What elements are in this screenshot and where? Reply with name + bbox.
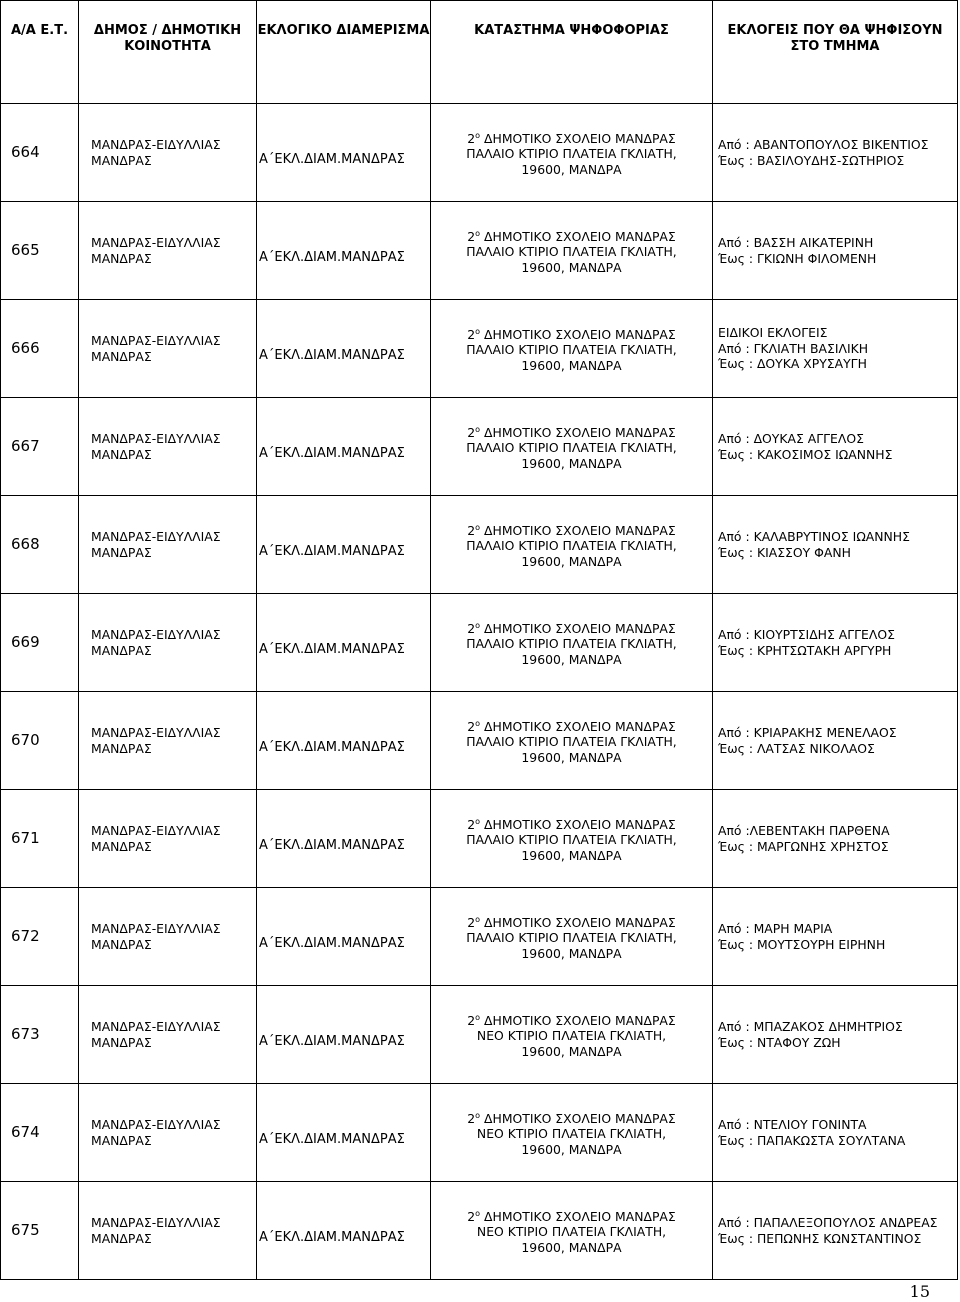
- municipality-name: ΜΑΝΔΡΑΣ-ΕΙΔΥΛΛΙΑΣ: [91, 235, 221, 250]
- voters-cell: [713, 1182, 958, 1280]
- department-cell: [257, 1182, 431, 1280]
- table-row: [1, 986, 958, 1084]
- store-name: ΔΗΜΟΤΙΚΟ ΣΧΟΛΕΙΟ ΜΑΝΔΡΑΣ: [484, 718, 676, 734]
- department-cell: [257, 888, 431, 986]
- store-line-3: 19600, ΜΑΝΔΡΑ: [521, 1239, 622, 1255]
- store-line-3: 19600, ΜΑΝΔΡΑ: [521, 259, 622, 275]
- department-cell: [257, 398, 431, 496]
- department-cell: [257, 300, 431, 398]
- row-number: [1, 300, 79, 398]
- municipality-cell: [79, 398, 257, 496]
- community-name: ΜΑΝΔΡΑΣ: [91, 544, 152, 560]
- ordinal-suffix: ο: [475, 1012, 481, 1022]
- store-line-3: 19600, ΜΑΝΔΡΑ: [521, 161, 622, 177]
- voters-cell: [713, 790, 958, 888]
- ordinal-number: 2: [467, 620, 476, 636]
- department-cell: [257, 790, 431, 888]
- department-name: Α΄ΕΚΛ.ΔΙΑΜ.ΜΑΝΔΡΑΣ: [259, 151, 405, 167]
- table-row: [1, 1182, 958, 1280]
- table-row: [1, 104, 958, 202]
- ordinal-number: 2: [467, 130, 476, 146]
- store-line-2: ΠΑΛΑΙΟ ΚΤΙΡΙΟ ΠΛΑΤΕΙΑ ΓΚΛΙΑΤΗ,: [466, 440, 677, 456]
- store-line-2: ΠΑΛΑΙΟ ΚΤΙΡΙΟ ΠΛΑΤΕΙΑ ΓΚΛΙΑΤΗ,: [466, 342, 677, 358]
- store-cell: [431, 496, 713, 594]
- voters-line-2: Έως : ΜΑΡΓΩΝΗΣ ΧΡΗΣΤΟΣ: [718, 838, 889, 854]
- store-line-2: ΠΑΛΑΙΟ ΚΤΙΡΙΟ ΠΛΑΤΕΙΑ ΓΚΛΙΑΤΗ,: [466, 538, 677, 554]
- voters-cell: [713, 496, 958, 594]
- voters-line-3: Έως : ΔΟΥΚΑ ΧΡΥΣΑΥΓΗ: [718, 356, 867, 372]
- store-line-3: 19600, ΜΑΝΔΡΑ: [521, 455, 622, 471]
- voters-line-1: Από : ΜΑΡΗ ΜΑΡΙΑ: [718, 921, 833, 936]
- row-number-text: 665: [11, 240, 40, 259]
- header-voters: ΕΚΛΟΓΕΙΣ ΠΟΥ ΘΑ ΨΗΦΙΣΟΥΝ ΣΤΟ ΤΜΗΜΑ: [713, 1, 958, 104]
- ordinal-suffix: ο: [475, 424, 481, 434]
- page-number: 15: [909, 1282, 930, 1301]
- municipality-cell: [79, 888, 257, 986]
- store-line-1: [431, 128, 712, 147]
- voters-line-2: Έως : ΠΑΠΑΚΩΣΤΑ ΣΟΥΛΤΑΝΑ: [718, 1132, 906, 1148]
- store-line-1: [431, 1010, 712, 1029]
- store-line-1: [431, 226, 712, 245]
- store-line-2: ΠΑΛΑΙΟ ΚΤΙΡΙΟ ΠΛΑΤΕΙΑ ΓΚΛΙΑΤΗ,: [466, 832, 677, 848]
- table-row: [1, 202, 958, 300]
- store-name: ΔΗΜΟΤΙΚΟ ΣΧΟΛΕΙΟ ΜΑΝΔΡΑΣ: [484, 1012, 676, 1028]
- store-line-3: 19600, ΜΑΝΔΡΑ: [521, 1141, 622, 1157]
- ordinal-number: 2: [467, 718, 476, 734]
- voters-cell: [713, 986, 958, 1084]
- store-name: ΔΗΜΟΤΙΚΟ ΣΧΟΛΕΙΟ ΜΑΝΔΡΑΣ: [484, 1110, 676, 1126]
- header-department: ΕΚΛΟΓΙΚΟ ΔΙΑΜΕΡΙΣΜΑ: [257, 1, 431, 104]
- voters-line-2: Έως : ΒΑΣΙΛΟΥΔΗΣ-ΣΩΤΗΡΙΟΣ: [718, 152, 905, 168]
- voters-line-2: Έως : ΜΟΥΤΣΟΥΡΗ ΕΙΡΗΝΗ: [718, 936, 886, 952]
- municipality-cell: [79, 1084, 257, 1182]
- table-row: [1, 300, 958, 398]
- store-name: ΔΗΜΟΤΙΚΟ ΣΧΟΛΕΙΟ ΜΑΝΔΡΑΣ: [484, 816, 676, 832]
- row-number: [1, 790, 79, 888]
- store-name: ΔΗΜΟΤΙΚΟ ΣΧΟΛΕΙΟ ΜΑΝΔΡΑΣ: [484, 424, 676, 440]
- community-name: ΜΑΝΔΡΑΣ: [91, 740, 152, 756]
- department-cell: [257, 496, 431, 594]
- department-name: Α΄ΕΚΛ.ΔΙΑΜ.ΜΑΝΔΡΑΣ: [259, 1229, 405, 1245]
- row-number-text: 671: [11, 828, 40, 847]
- voters-line-2: Από : ΓΚΛΙΑΤΗ ΒΑΣΙΛΙΚΗ: [718, 340, 869, 356]
- ordinal-suffix: ο: [475, 522, 481, 532]
- store-line-2: ΠΑΛΑΙΟ ΚΤΙΡΙΟ ΠΛΑΤΕΙΑ ΓΚΛΙΑΤΗ,: [466, 636, 677, 652]
- store-cell: [431, 594, 713, 692]
- municipality-cell: [79, 300, 257, 398]
- voters-line-1: Από : ΚΡΙΑΡΑΚΗΣ ΜΕΝΕΛΑΟΣ: [718, 725, 897, 740]
- community-name: ΜΑΝΔΡΑΣ: [91, 348, 152, 364]
- store-line-2: ΠΑΛΑΙΟ ΚΤΙΡΙΟ ΠΛΑΤΕΙΑ ΓΚΛΙΑΤΗ,: [466, 734, 677, 750]
- voters-line-1: Από : ΝΤΕΛΙΟΥ ΓΟΝΙΝΤΑ: [718, 1117, 867, 1132]
- department-name: Α΄ΕΚΛ.ΔΙΑΜ.ΜΑΝΔΡΑΣ: [259, 249, 405, 265]
- ordinal-suffix: ο: [475, 914, 481, 924]
- ordinal-suffix: ο: [475, 1208, 481, 1218]
- department-name: Α΄ΕΚΛ.ΔΙΑΜ.ΜΑΝΔΡΑΣ: [259, 641, 405, 657]
- municipality-cell: [79, 1182, 257, 1280]
- voters-cell: [713, 1084, 958, 1182]
- voters-line-1: Από : ΑΒΑΝΤΟΠΟΥΛΟΣ ΒΙΚΕΝΤΙΟΣ: [718, 137, 929, 152]
- row-number-text: 670: [11, 730, 40, 749]
- store-line-3: 19600, ΜΑΝΔΡΑ: [521, 553, 622, 569]
- department-name: Α΄ΕΚΛ.ΔΙΑΜ.ΜΑΝΔΡΑΣ: [259, 935, 405, 951]
- row-number: [1, 594, 79, 692]
- department-name: Α΄ΕΚΛ.ΔΙΑΜ.ΜΑΝΔΡΑΣ: [259, 837, 405, 853]
- voters-line-1: Από :ΛΕΒΕΝΤΑΚΗ ΠΑΡΘΕΝΑ: [718, 823, 890, 838]
- voters-cell: [713, 692, 958, 790]
- store-cell: [431, 398, 713, 496]
- store-line-1: [431, 422, 712, 441]
- store-cell: [431, 104, 713, 202]
- voters-line-1: ΕΙΔΙΚΟΙ ΕΚΛΟΓΕΙΣ: [718, 325, 828, 341]
- department-cell: [257, 692, 431, 790]
- voters-line-2: Έως : ΚΡΗΤΣΩΤΑΚΗ ΑΡΓΥΡΗ: [718, 642, 892, 658]
- voters-cell: [713, 104, 958, 202]
- community-name: ΜΑΝΔΡΑΣ: [91, 152, 152, 168]
- department-cell: [257, 104, 431, 202]
- voters-cell: [713, 398, 958, 496]
- store-line-3: 19600, ΜΑΝΔΡΑ: [521, 357, 622, 373]
- table-header: [1, 1, 958, 104]
- store-cell: [431, 692, 713, 790]
- department-name: Α΄ΕΚΛ.ΔΙΑΜ.ΜΑΝΔΡΑΣ: [259, 347, 405, 363]
- ordinal-number: 2: [467, 1110, 476, 1126]
- store-name: ΔΗΜΟΤΙΚΟ ΣΧΟΛΕΙΟ ΜΑΝΔΡΑΣ: [484, 620, 676, 636]
- header-store: ΚΑΤΑΣΤΗΜΑ ΨΗΦΟΦΟΡΙΑΣ: [431, 1, 713, 104]
- store-cell: [431, 790, 713, 888]
- municipality-cell: [79, 986, 257, 1084]
- store-cell: [431, 202, 713, 300]
- department-cell: [257, 1084, 431, 1182]
- department-cell: [257, 202, 431, 300]
- row-number: [1, 496, 79, 594]
- voters-line-2: Έως : ΚΙΑΣΣΟΥ ΦΑΝΗ: [718, 544, 851, 560]
- voters-line-1: Από : ΚΙΟΥΡΤΣΙΔΗΣ ΑΓΓΕΛΟΣ: [718, 627, 895, 642]
- community-name: ΜΑΝΔΡΑΣ: [91, 1132, 152, 1148]
- ordinal-number: 2: [467, 424, 476, 440]
- table-row: [1, 1084, 958, 1182]
- municipality-cell: [79, 104, 257, 202]
- municipality-name: ΜΑΝΔΡΑΣ-ΕΙΔΥΛΛΙΑΣ: [91, 1019, 221, 1034]
- ordinal-suffix: ο: [475, 130, 481, 140]
- store-line-1: [431, 1108, 712, 1127]
- ordinal-number: 2: [467, 914, 476, 930]
- table-row: [1, 398, 958, 496]
- store-line-2: ΠΑΛΑΙΟ ΚΤΙΡΙΟ ΠΛΑΤΕΙΑ ΓΚΛΙΑΤΗ,: [466, 146, 677, 162]
- row-number: [1, 202, 79, 300]
- store-cell: [431, 1084, 713, 1182]
- store-name: ΔΗΜΟΤΙΚΟ ΣΧΟΛΕΙΟ ΜΑΝΔΡΑΣ: [484, 228, 676, 244]
- voters-line-2: Έως : ΝΤΑΦΟΥ ΖΩΗ: [718, 1034, 841, 1050]
- municipality-name: ΜΑΝΔΡΑΣ-ΕΙΔΥΛΛΙΑΣ: [91, 431, 221, 446]
- store-line-2: ΠΑΛΑΙΟ ΚΤΙΡΙΟ ΠΛΑΤΕΙΑ ΓΚΛΙΑΤΗ,: [466, 930, 677, 946]
- row-number: [1, 1084, 79, 1182]
- department-name: Α΄ΕΚΛ.ΔΙΑΜ.ΜΑΝΔΡΑΣ: [259, 1033, 405, 1049]
- department-cell: [257, 986, 431, 1084]
- community-name: ΜΑΝΔΡΑΣ: [91, 250, 152, 266]
- row-number: [1, 692, 79, 790]
- ordinal-suffix: ο: [475, 228, 481, 238]
- community-name: ΜΑΝΔΡΑΣ: [91, 1230, 152, 1246]
- row-number-text: 666: [11, 338, 40, 357]
- table-row: [1, 496, 958, 594]
- store-line-3: 19600, ΜΑΝΔΡΑ: [521, 1043, 622, 1059]
- municipality-name: ΜΑΝΔΡΑΣ-ΕΙΔΥΛΛΙΑΣ: [91, 1117, 221, 1132]
- store-line-1: [431, 324, 712, 343]
- store-line-2: ΝΕΟ ΚΤΙΡΙΟ ΠΛΑΤΕΙΑ ΓΚΛΙΑΤΗ,: [476, 1028, 667, 1044]
- store-cell: [431, 300, 713, 398]
- department-name: Α΄ΕΚΛ.ΔΙΑΜ.ΜΑΝΔΡΑΣ: [259, 739, 405, 755]
- store-line-1: [431, 912, 712, 931]
- store-name: ΔΗΜΟΤΙΚΟ ΣΧΟΛΕΙΟ ΜΑΝΔΡΑΣ: [484, 130, 676, 146]
- ordinal-number: 2: [467, 326, 476, 342]
- store-line-3: 19600, ΜΑΝΔΡΑ: [521, 847, 622, 863]
- voters-cell: [713, 300, 958, 398]
- row-number-text: 673: [11, 1024, 40, 1043]
- ordinal-suffix: ο: [475, 326, 481, 336]
- row-number-text: 668: [11, 534, 40, 553]
- community-name: ΜΑΝΔΡΑΣ: [91, 936, 152, 952]
- municipality-name: ΜΑΝΔΡΑΣ-ΕΙΔΥΛΛΙΑΣ: [91, 529, 221, 544]
- row-number-text: 675: [11, 1220, 40, 1239]
- voters-line-1: Από : ΜΠΑΖΑΚΟΣ ΔΗΜΗΤΡΙΟΣ: [718, 1019, 903, 1034]
- table-row: [1, 790, 958, 888]
- row-number-text: 674: [11, 1122, 40, 1141]
- municipality-name: ΜΑΝΔΡΑΣ-ΕΙΔΥΛΛΙΑΣ: [91, 627, 221, 642]
- row-number-text: 664: [11, 142, 40, 161]
- store-line-3: 19600, ΜΑΝΔΡΑ: [521, 945, 622, 961]
- municipality-name: ΜΑΝΔΡΑΣ-ΕΙΔΥΛΛΙΑΣ: [91, 333, 221, 348]
- table-body: [1, 104, 958, 1280]
- row-number: [1, 1182, 79, 1280]
- community-name: ΜΑΝΔΡΑΣ: [91, 642, 152, 658]
- department-name: Α΄ΕΚΛ.ΔΙΑΜ.ΜΑΝΔΡΑΣ: [259, 543, 405, 559]
- ordinal-number: 2: [467, 228, 476, 244]
- community-name: ΜΑΝΔΡΑΣ: [91, 446, 152, 462]
- store-line-1: [431, 716, 712, 735]
- row-number: [1, 888, 79, 986]
- ordinal-number: 2: [467, 1208, 476, 1224]
- store-line-1: [431, 814, 712, 833]
- row-number: [1, 398, 79, 496]
- table-row: [1, 692, 958, 790]
- store-name: ΔΗΜΟΤΙΚΟ ΣΧΟΛΕΙΟ ΜΑΝΔΡΑΣ: [484, 522, 676, 538]
- store-name: ΔΗΜΟΤΙΚΟ ΣΧΟΛΕΙΟ ΜΑΝΔΡΑΣ: [484, 1208, 676, 1224]
- ordinal-suffix: ο: [475, 718, 481, 728]
- voters-line-1: Από : ΚΑΛΑΒΡΥΤΙΝΟΣ ΙΩΑΝΝΗΣ: [718, 529, 910, 544]
- row-number: [1, 104, 79, 202]
- store-line-2: ΠΑΛΑΙΟ ΚΤΙΡΙΟ ΠΛΑΤΕΙΑ ΓΚΛΙΑΤΗ,: [466, 244, 677, 260]
- municipality-cell: [79, 496, 257, 594]
- store-line-3: 19600, ΜΑΝΔΡΑ: [521, 749, 622, 765]
- municipality-name: ΜΑΝΔΡΑΣ-ΕΙΔΥΛΛΙΑΣ: [91, 1215, 221, 1230]
- table-row: [1, 594, 958, 692]
- municipality-name: ΜΑΝΔΡΑΣ-ΕΙΔΥΛΛΙΑΣ: [91, 137, 221, 152]
- voters-line-1: Από : ΒΑΣΣΗ ΑΙΚΑΤΕΡΙΝΗ: [718, 235, 874, 250]
- header-municipality: ΔΗΜΟΣ / ΔΗΜΟΤΙΚΗ ΚΟΙΝΟΤΗΤΑ: [79, 1, 257, 104]
- ordinal-number: 2: [467, 1012, 476, 1028]
- store-cell: [431, 986, 713, 1084]
- row-number-text: 669: [11, 632, 40, 651]
- store-name: ΔΗΜΟΤΙΚΟ ΣΧΟΛΕΙΟ ΜΑΝΔΡΑΣ: [484, 914, 676, 930]
- voters-cell: [713, 888, 958, 986]
- department-name: Α΄ΕΚΛ.ΔΙΑΜ.ΜΑΝΔΡΑΣ: [259, 1131, 405, 1147]
- ordinal-suffix: ο: [475, 620, 481, 630]
- store-line-3: 19600, ΜΑΝΔΡΑ: [521, 651, 622, 667]
- voters-line-2: Έως : ΠΕΠΩΝΗΣ ΚΩΝΣΤΑΝΤΙΝΟΣ: [718, 1230, 922, 1246]
- municipality-name: ΜΑΝΔΡΑΣ-ΕΙΔΥΛΛΙΑΣ: [91, 823, 221, 838]
- ordinal-number: 2: [467, 816, 476, 832]
- store-line-1: [431, 520, 712, 539]
- ordinal-suffix: ο: [475, 1110, 481, 1120]
- community-name: ΜΑΝΔΡΑΣ: [91, 838, 152, 854]
- voters-line-2: Έως : ΓΚΙΩΝΗ ΦΙΛΟΜΕΝΗ: [718, 250, 877, 266]
- store-line-1: [431, 618, 712, 637]
- row-number-text: 672: [11, 926, 40, 945]
- row-number-text: 667: [11, 436, 40, 455]
- store-line-2: ΝΕΟ ΚΤΙΡΙΟ ΠΛΑΤΕΙΑ ΓΚΛΙΑΤΗ,: [476, 1224, 667, 1240]
- row-number: [1, 986, 79, 1084]
- municipality-name: ΜΑΝΔΡΑΣ-ΕΙΔΥΛΛΙΑΣ: [91, 921, 221, 936]
- store-name: ΔΗΜΟΤΙΚΟ ΣΧΟΛΕΙΟ ΜΑΝΔΡΑΣ: [484, 326, 676, 342]
- municipality-cell: [79, 692, 257, 790]
- ordinal-suffix: ο: [475, 816, 481, 826]
- ordinal-number: 2: [467, 522, 476, 538]
- department-name: Α΄ΕΚΛ.ΔΙΑΜ.ΜΑΝΔΡΑΣ: [259, 445, 405, 461]
- voters-line-1: Από : ΔΟΥΚΑΣ ΑΓΓΕΛΟΣ: [718, 431, 864, 446]
- municipality-name: ΜΑΝΔΡΑΣ-ΕΙΔΥΛΛΙΑΣ: [91, 725, 221, 740]
- store-line-1: [431, 1206, 712, 1225]
- voters-line-2: Έως : ΚΑΚΟΣΙΜΟΣ ΙΩΑΝΝΗΣ: [718, 446, 893, 462]
- store-cell: [431, 1182, 713, 1280]
- department-cell: [257, 594, 431, 692]
- table-row: [1, 888, 958, 986]
- store-line-2: ΝΕΟ ΚΤΙΡΙΟ ΠΛΑΤΕΙΑ ΓΚΛΙΑΤΗ,: [476, 1126, 667, 1142]
- municipality-cell: [79, 790, 257, 888]
- voters-cell: [713, 594, 958, 692]
- voters-line-2: Έως : ΛΑΤΣΑΣ ΝΙΚΟΛΑΟΣ: [718, 740, 875, 756]
- municipality-cell: [79, 594, 257, 692]
- voters-cell: [713, 202, 958, 300]
- community-name: ΜΑΝΔΡΑΣ: [91, 1034, 152, 1050]
- municipality-cell: [79, 202, 257, 300]
- voters-line-1: Από : ΠΑΠΑΛΕΞΟΠΟΥΛΟΣ ΑΝΔΡΕΑΣ: [718, 1215, 938, 1230]
- header-num: Α/Α Ε.Τ.: [1, 1, 79, 104]
- store-cell: [431, 888, 713, 986]
